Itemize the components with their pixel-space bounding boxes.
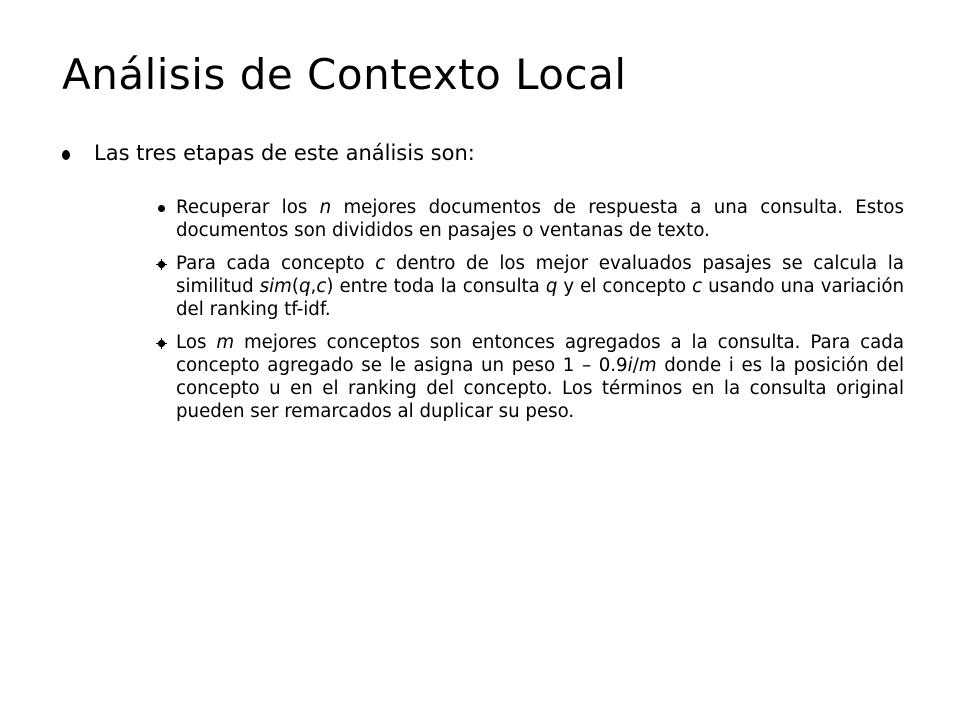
step-item-3 [158,331,904,423]
step-text [176,332,904,422]
italic-term: c [316,276,327,297]
italic-term: c [692,276,703,297]
text-segment: , [310,276,317,297]
italic-term: c [375,253,386,274]
text-segment: Recuperar los [176,197,320,218]
italic-term: q [545,276,558,297]
bullet-dot-icon [62,150,70,160]
text-segment: donde i es la posición del concepto u en el ranking del concepto. Los términos en la consulta original pueden ser remarcados al duplicar su peso. [176,355,905,422]
steps-list [158,196,904,433]
main-bullet-text: Las tres etapas de este análisis son: [94,141,475,165]
italic-term: m [216,332,235,353]
italic-term: q [299,276,311,297]
text-segment: y el concepto [557,276,693,297]
text-segment: usando una variación del ranking tf-idf. [176,276,905,320]
italic-term: i [627,355,633,376]
text-segment: dentro de los mejor evaluados pasajes se calcula la similitud [176,253,904,297]
bullet-dot-icon [158,205,165,212]
step-text [176,197,904,241]
bullet-star-icon [157,339,166,348]
step-item-1 [158,196,904,242]
italic-term: sim [259,276,292,297]
text-segment: ( [291,276,299,297]
italic-term: n [319,197,332,218]
bullet-star-icon [157,260,166,269]
text-segment: mejores conceptos son entonces agregados a la consulta. Para cada concepto agregado se le asigna un peso 1 – 0.9 [176,332,904,376]
italic-term: m [638,355,657,376]
step-text [176,253,904,320]
step-item-2 [158,252,904,321]
text-segment: mejores documentos de respuesta a una consulta. Estos documentos son divididos en pasajes o ventanas de texto. [176,197,905,241]
text-segment: ) entre toda la consulta [326,276,546,297]
text-segment: / [632,355,639,376]
text-segment: Los [176,332,217,353]
text-segment: Para cada concepto [176,253,376,274]
main-bullet-point [62,141,475,166]
slide-title: Análisis de Contexto Local [62,50,627,99]
